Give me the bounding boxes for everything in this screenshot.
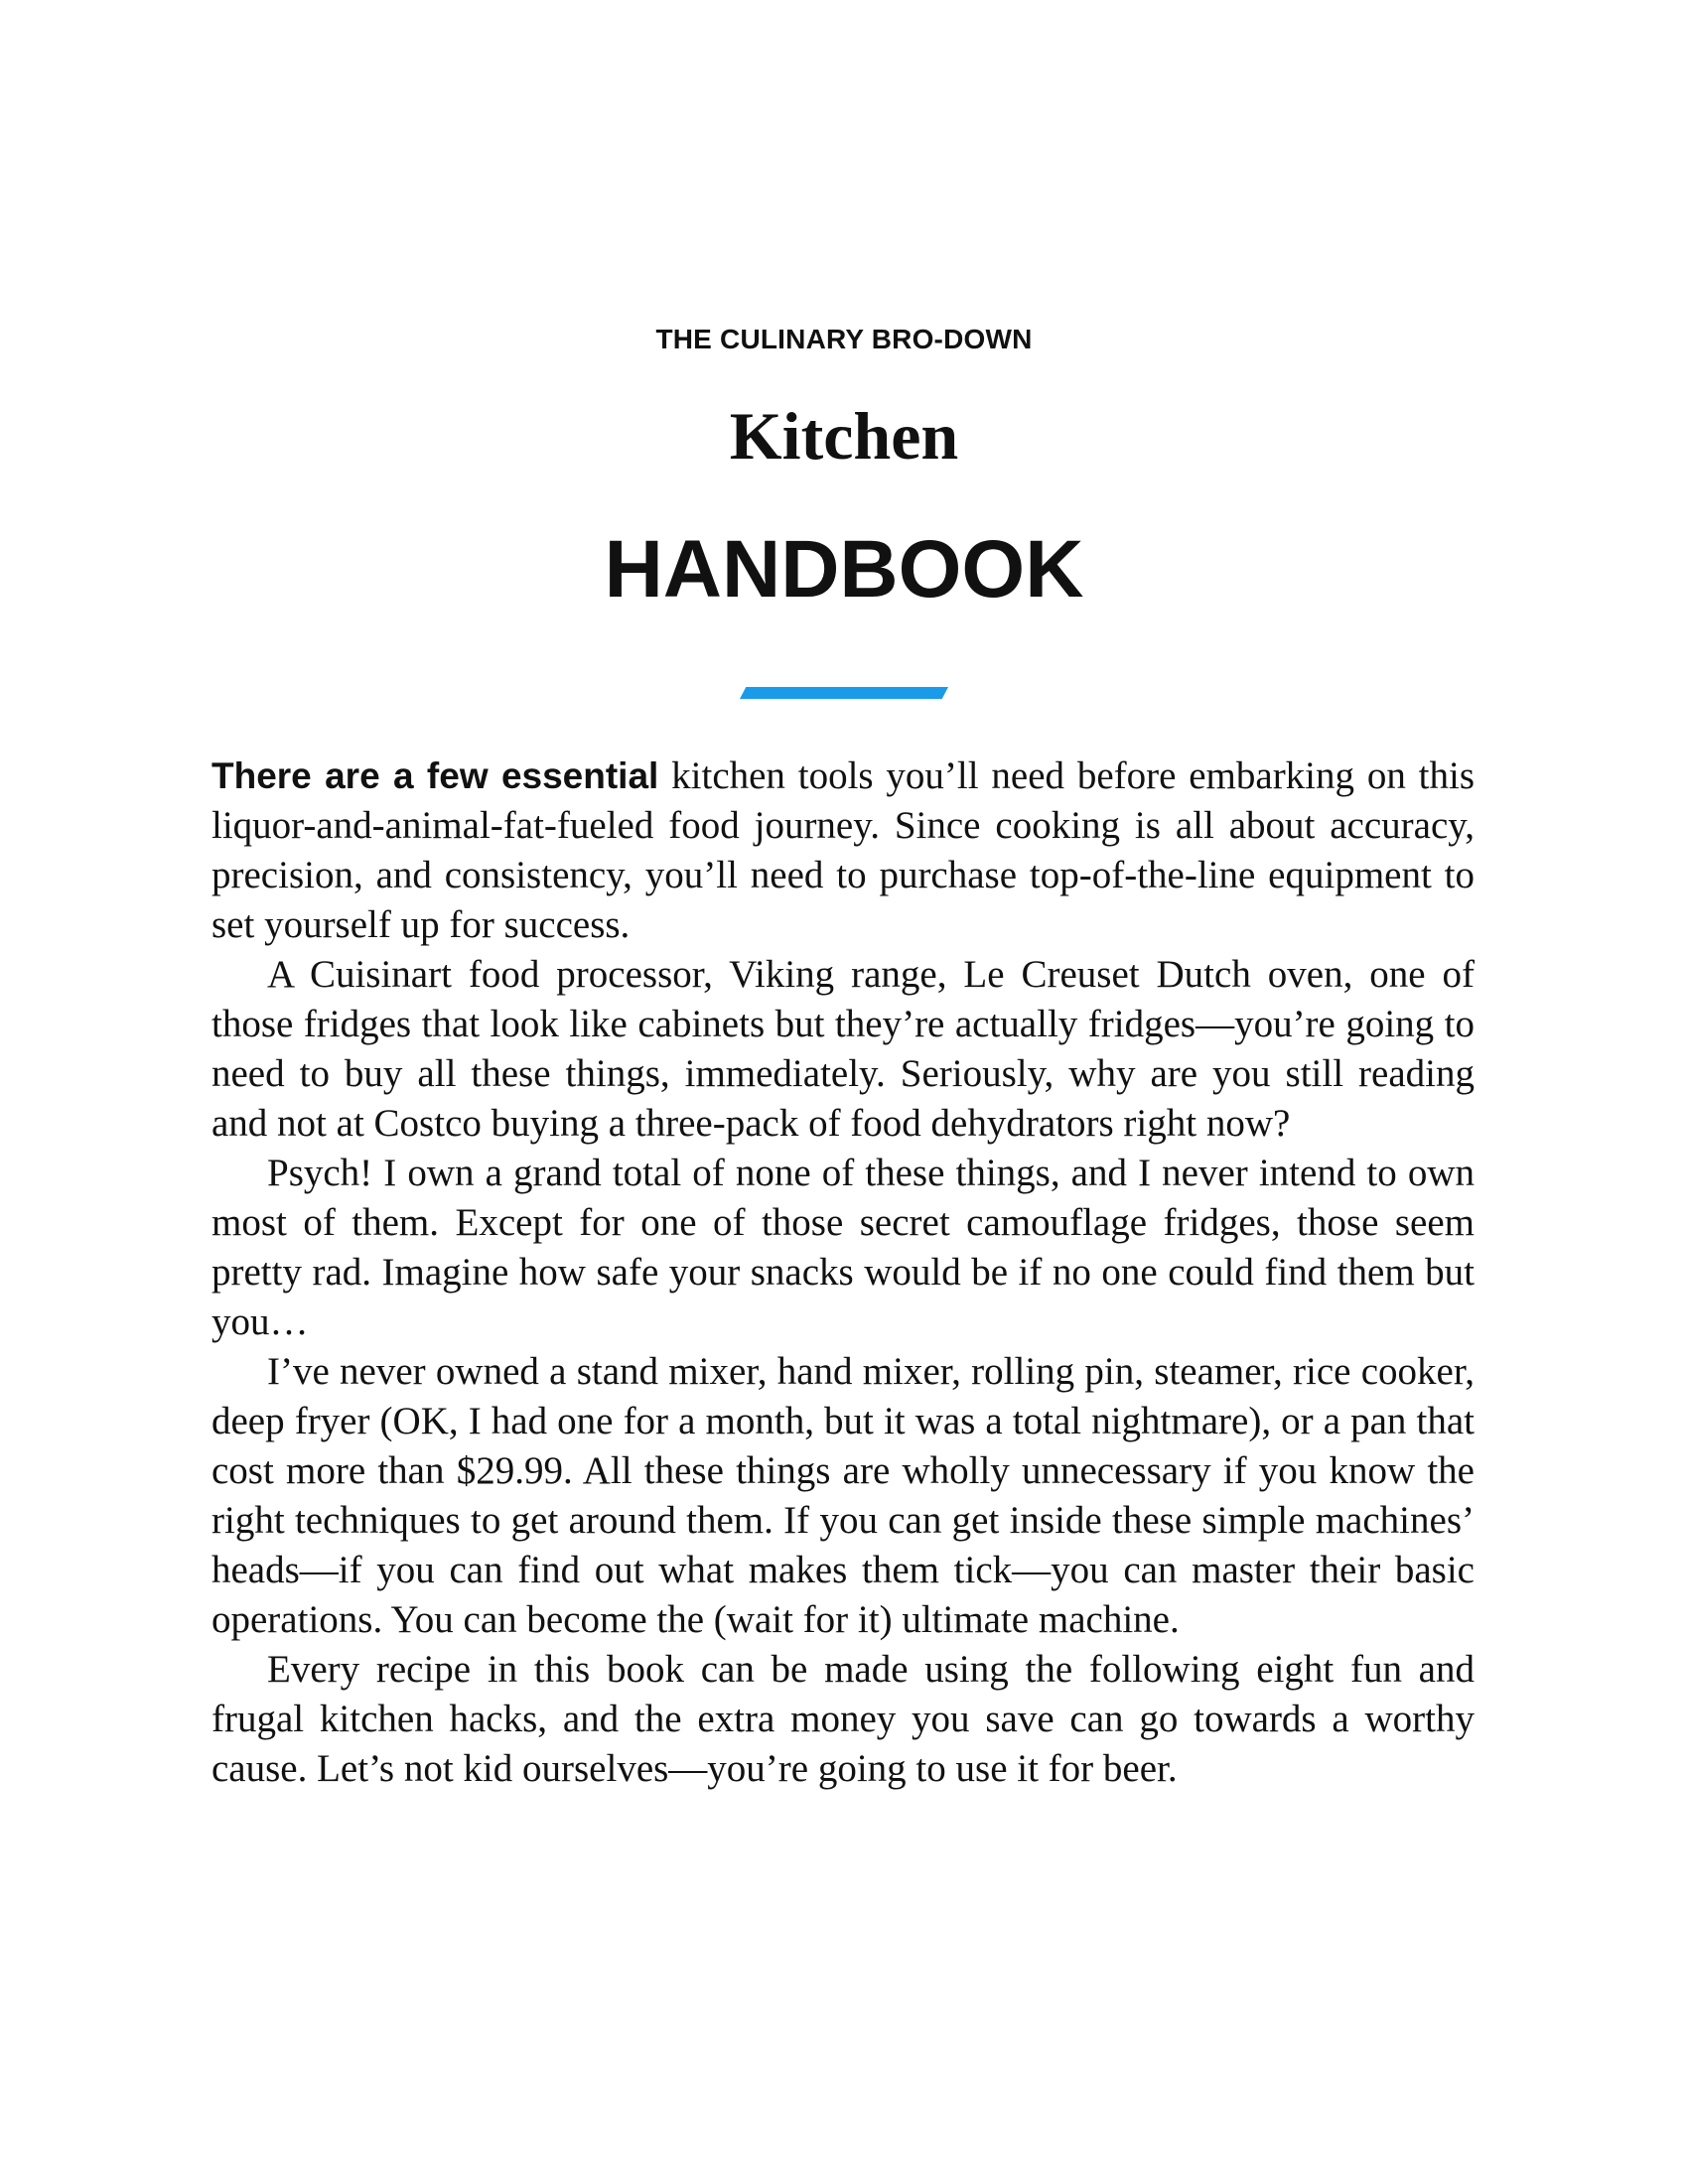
paragraph-5: Every recipe in this book can be made using the following eight fun and frugal kitchen hacks, and the extra money you save can go towards a worthy cause. Let’s not kid ourselves—you’re going to use it for beer.: [211, 1648, 1475, 1790]
page-title-handbook: HANDBOOK: [604, 524, 1084, 614]
accent-divider: [740, 687, 948, 699]
section-kicker: THE CULINARY BRO-DOWN: [655, 324, 1033, 354]
paragraph-1-text: kitchen tools you’ll need before embarking on this liquor-and-animal-fat-fueled food journey. Since cooking is all about accuracy, precision, and consistency, you’ll need to purchase top-of-the-line equipment to set yourself up for success.: [211, 754, 1475, 946]
page-title-kitchen: Kitchen: [729, 398, 959, 474]
paragraph-2: A Cuisinart food processor, Viking range, Le Creuset Dutch oven, one of those fridges that look like cabinets but they’re actually fridges—you’re going to need to buy all these things, immediately. Seriously, why are you still reading and not at Costco buying a three-pack of food dehydrators right now?: [211, 953, 1475, 1145]
paragraph-3: Psych! I own a grand total of none of these things, and I never intend to own most of them. Except for one of those secret camouflage fridges, those seem pretty rad. Imagine how safe your snacks would be if no one could find them but you…: [211, 1152, 1475, 1343]
paragraph-4: I’ve never owned a stand mixer, hand mixer, rolling pin, steamer, rice cooker, deep fryer (OK, I had one for a month, but it was a total nightmare), or a pan that cost more than $29.99. All these things are wholly unnecessary if you know the right techniques to get around them. If you can get inside these simple machines’ heads—if you can find out what makes them tick—you can master their basic operations. You can become the (wait for it) ultimate machine.: [211, 1350, 1475, 1641]
body-text: [211, 751, 1475, 1794]
lead-in: There are a few essential: [211, 755, 659, 796]
paragraph-1: [211, 751, 1475, 950]
